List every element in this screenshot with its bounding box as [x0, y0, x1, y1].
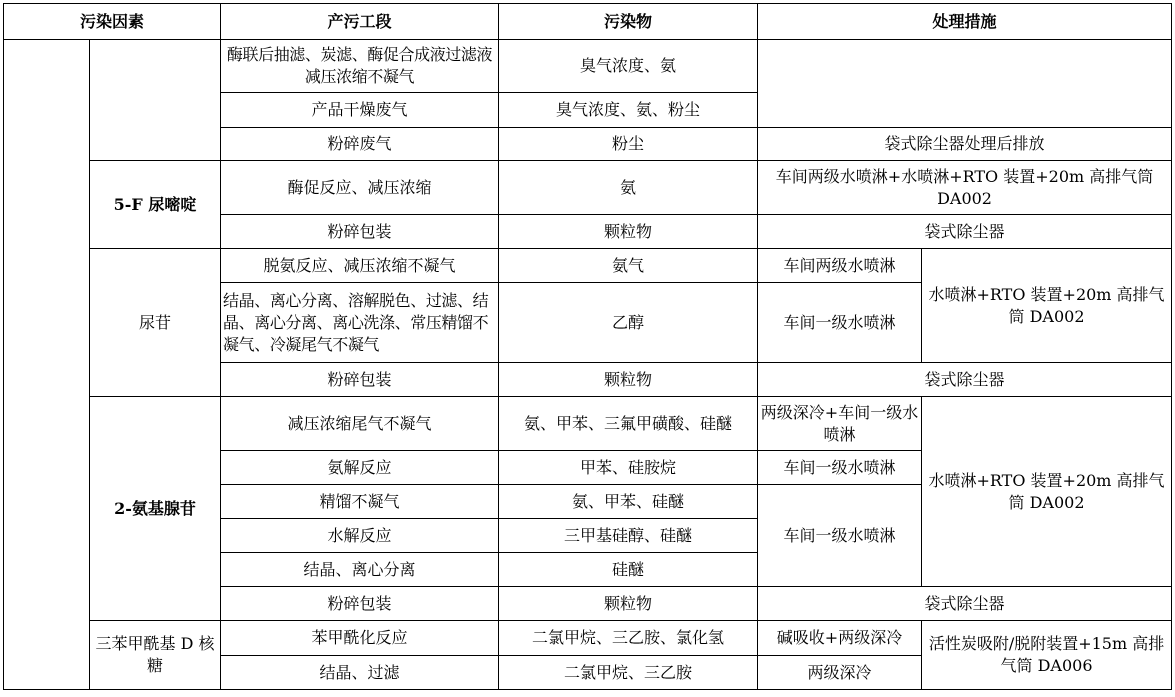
pollutant-cell: 粉尘	[499, 128, 758, 161]
table-row	[4, 40, 1172, 93]
measure-cell	[758, 40, 1172, 128]
workshop-measure-cell: 车间一级水喷淋	[758, 451, 922, 485]
pollutant-cell: 二氯甲烷、三乙胺	[499, 656, 758, 690]
table-row	[4, 397, 1172, 451]
stage-cell: 结晶、离心分离、溶解脱色、过滤、结晶、离心分离、离心洗涤、常压精馏不凝气、冷凝尾气不凝气	[221, 283, 499, 363]
pollutant-cell: 颗粒物	[499, 363, 758, 397]
table-row	[4, 249, 1172, 283]
pollutant-cell: 氨	[499, 161, 758, 215]
product-cell: 尿苷	[90, 249, 221, 397]
measure-cell: 车间两级水喷淋+水喷淋+RTO 装置+20m 高排气筒 DA002	[758, 161, 1172, 215]
stage-cell: 粉碎包装	[221, 215, 499, 249]
stage-cell: 氨解反应	[221, 451, 499, 485]
pollutant-cell: 硅醚	[499, 553, 758, 587]
pollutant-cell: 氨、甲苯、硅醚	[499, 485, 758, 519]
measure-cell: 袋式除尘器处理后排放	[758, 128, 1172, 161]
measure-cell: 袋式除尘器	[758, 215, 1172, 249]
measure-cell: 袋式除尘器	[758, 587, 1172, 621]
final-measure-cell: 水喷淋+RTO 装置+20m 高排气筒 DA002	[922, 397, 1172, 587]
pollutant-cell: 颗粒物	[499, 215, 758, 249]
stage-cell: 减压浓缩尾气不凝气	[221, 397, 499, 451]
table-row	[4, 621, 1172, 656]
header-measure: 处理措施	[758, 4, 1172, 40]
stage-cell: 水解反应	[221, 519, 499, 553]
product-cell: 2-氨基腺苷	[90, 397, 221, 621]
pollutant-cell: 乙醇	[499, 283, 758, 363]
stage-cell: 结晶、离心分离	[221, 553, 499, 587]
product-cell: 5-F 尿嘧啶	[90, 161, 221, 249]
stage-cell: 精馏不凝气	[221, 485, 499, 519]
factor-cell	[4, 40, 90, 690]
header-stage: 产污工段	[221, 4, 499, 40]
stage-cell: 苯甲酰化反应	[221, 621, 499, 656]
header-pollutant: 污染物	[499, 4, 758, 40]
product-cell: 三苯甲酰基 D 核糖	[90, 621, 221, 690]
measure-cell: 袋式除尘器	[758, 363, 1172, 397]
workshop-measure-cell: 碱吸收+两级深冷	[758, 621, 922, 656]
workshop-measure-cell: 车间一级水喷淋	[758, 485, 922, 587]
header-row	[4, 4, 1172, 40]
product-cell	[90, 40, 221, 161]
final-measure-cell: 水喷淋+RTO 装置+20m 高排气筒 DA002	[922, 249, 1172, 363]
pollutant-cell: 甲苯、硅胺烷	[499, 451, 758, 485]
stage-cell: 产品干燥废气	[221, 93, 499, 128]
workshop-measure-cell: 两级深冷	[758, 656, 922, 690]
stage-cell: 粉碎废气	[221, 128, 499, 161]
stage-cell: 粉碎包装	[221, 587, 499, 621]
table-row	[4, 161, 1172, 215]
stage-cell: 结晶、过滤	[221, 656, 499, 690]
pollutant-cell: 氨、甲苯、三氟甲磺酸、硅醚	[499, 397, 758, 451]
stage-cell: 酶联后抽滤、炭滤、酶促合成液过滤液减压浓缩不凝气	[221, 40, 499, 93]
pollutant-cell: 臭气浓度、氨、粉尘	[499, 93, 758, 128]
workshop-measure-cell: 车间两级水喷淋	[758, 249, 922, 283]
stage-cell: 酶促反应、减压浓缩	[221, 161, 499, 215]
workshop-measure-cell: 车间一级水喷淋	[758, 283, 922, 363]
pollutant-cell: 氨气	[499, 249, 758, 283]
final-measure-cell: 活性炭吸附/脱附装置+15m 高排气筒 DA006	[922, 621, 1172, 690]
stage-cell: 脱氨反应、减压浓缩不凝气	[221, 249, 499, 283]
pollutant-cell: 颗粒物	[499, 587, 758, 621]
pollutant-cell: 臭气浓度、氨	[499, 40, 758, 93]
workshop-measure-cell: 两级深冷+车间一级水喷淋	[758, 397, 922, 451]
stage-cell: 粉碎包装	[221, 363, 499, 397]
pollution-table	[3, 3, 1172, 690]
header-factor: 污染因素	[4, 4, 221, 40]
pollutant-cell: 二氯甲烷、三乙胺、氯化氢	[499, 621, 758, 656]
pollutant-cell: 三甲基硅醇、硅醚	[499, 519, 758, 553]
